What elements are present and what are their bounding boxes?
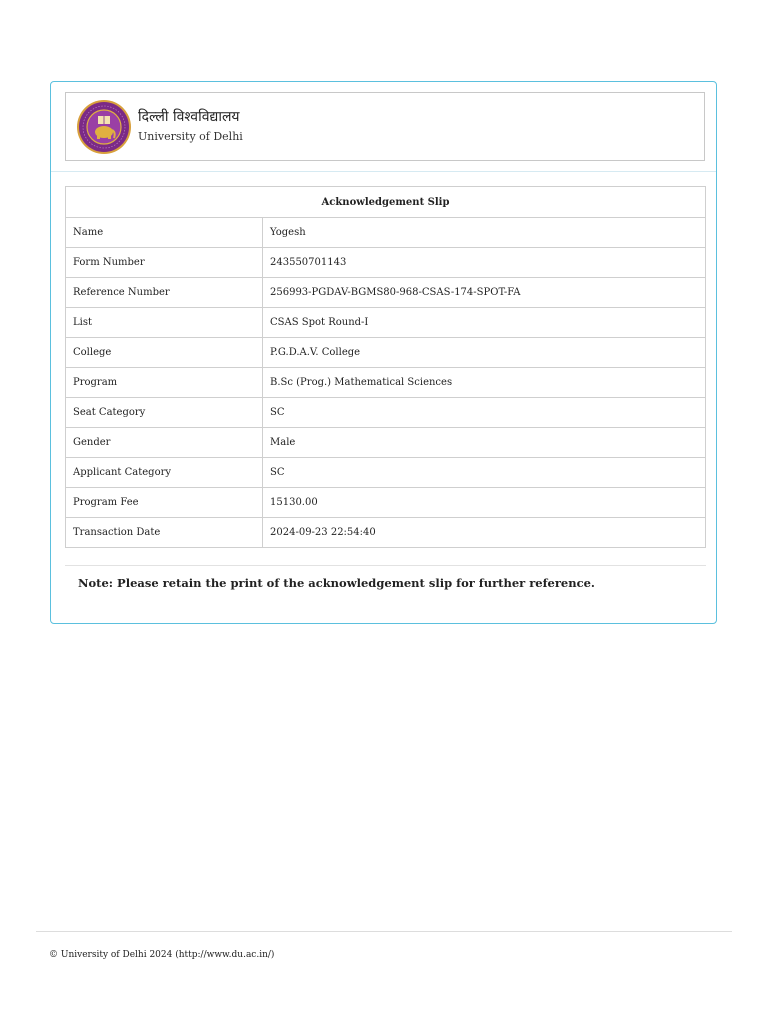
- acknowledgement-table: [65, 186, 706, 548]
- field-value: CSAS Spot Round-I: [263, 308, 706, 338]
- field-label: Program: [66, 368, 263, 398]
- field-label: Form Number: [66, 248, 263, 278]
- field-label: Applicant Category: [66, 458, 263, 488]
- table-row: [66, 218, 706, 248]
- field-label: College: [66, 338, 263, 368]
- table-row: [66, 338, 706, 368]
- field-value: SC: [263, 398, 706, 428]
- field-label: Name: [66, 218, 263, 248]
- header-divider: [51, 171, 716, 172]
- university-name-english: University of Delhi: [138, 130, 243, 143]
- table-row: [66, 518, 706, 548]
- field-label: Seat Category: [66, 398, 263, 428]
- slip-title: Acknowledgement Slip: [66, 187, 706, 218]
- table-row: [66, 428, 706, 458]
- field-value: SC: [263, 458, 706, 488]
- table-row: [66, 248, 706, 278]
- footer-copyright: © University of Delhi 2024 (http://www.du.ac.in/): [49, 950, 275, 960]
- field-value: Yogesh: [263, 218, 706, 248]
- retention-note: Note: Please retain the print of the acknowledgement slip for further reference.: [78, 576, 595, 590]
- field-value: 243550701143: [263, 248, 706, 278]
- field-label: Transaction Date: [66, 518, 263, 548]
- field-value: 15130.00: [263, 488, 706, 518]
- slip-rows: [66, 218, 706, 548]
- table-row: [66, 398, 706, 428]
- university-seal-icon: [76, 99, 132, 155]
- note-divider: [65, 565, 706, 566]
- field-label: Gender: [66, 428, 263, 458]
- field-value: 2024-09-23 22:54:40: [263, 518, 706, 548]
- table-row: [66, 278, 706, 308]
- footer-divider: [36, 931, 732, 932]
- field-value: P.G.D.A.V. College: [263, 338, 706, 368]
- university-name-hindi: दिल्ली विश्वविद्यालय: [138, 109, 240, 125]
- field-value: B.Sc (Prog.) Mathematical Sciences: [263, 368, 706, 398]
- field-value: 256993-PGDAV-BGMS80-968-CSAS-174-SPOT-FA: [263, 278, 706, 308]
- table-row: [66, 308, 706, 338]
- table-row: [66, 488, 706, 518]
- field-label: Reference Number: [66, 278, 263, 308]
- field-label: Program Fee: [66, 488, 263, 518]
- field-label: List: [66, 308, 263, 338]
- field-value: Male: [263, 428, 706, 458]
- acknowledgement-card: [50, 81, 717, 624]
- table-row: [66, 368, 706, 398]
- university-header: [65, 92, 705, 161]
- table-row: [66, 458, 706, 488]
